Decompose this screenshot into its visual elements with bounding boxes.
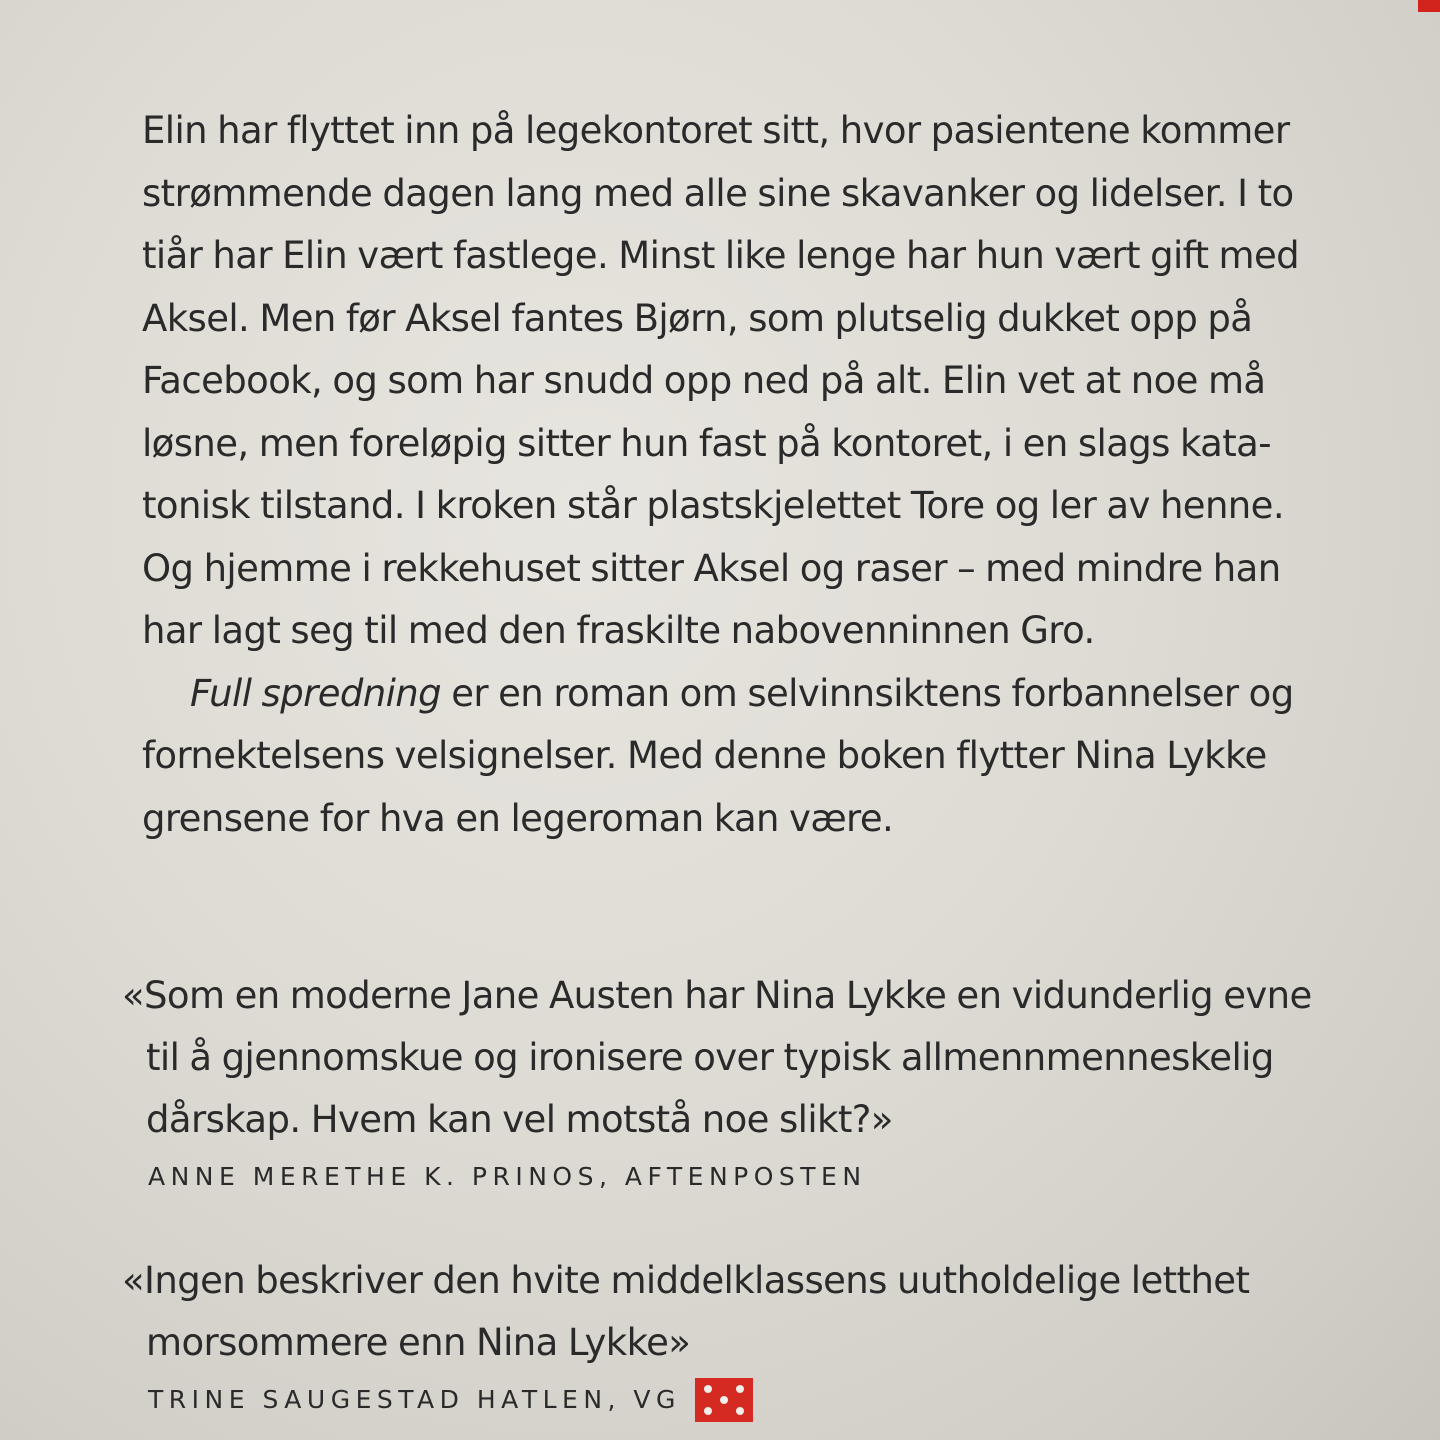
- quote-line: dårskap. Hvem kan vel motstå noe slikt?»: [146, 1098, 893, 1141]
- dice-five-rating-icon: [695, 1378, 753, 1422]
- dice-pip: [736, 1407, 744, 1415]
- dice-pip: [704, 1385, 712, 1393]
- quote-attribution: [122, 1157, 1352, 1197]
- synopsis-line: Facebook, og som har snudd opp ned på alt. Elin vet at noe må: [142, 359, 1266, 402]
- synopsis-line: tiår har Elin vært fastlege. Minst like lenge har hun vært gift med: [142, 234, 1300, 277]
- dice-pip: [704, 1407, 712, 1415]
- quote-line: til å gjennomskue og ironisere over typisk allmennmenneskelig: [146, 1036, 1274, 1079]
- synopsis: [142, 100, 1352, 850]
- quote-line: morsommere enn Nina Lykke»: [146, 1321, 691, 1364]
- dice-pip: [720, 1396, 728, 1404]
- attribution-text: TRINE SAUGESTAD HATLEN, VG: [148, 1385, 681, 1414]
- synopsis-line: har lagt seg til med den fraskilte nabovenninnen Gro.: [142, 609, 1095, 652]
- red-cover-edge: [1418, 0, 1440, 12]
- synopsis-line: løsne, men foreløpig sitter hun fast på kontoret, i en slags kata-: [142, 421, 1271, 465]
- quote-line: «Ingen beskriver den hvite middelklassens uutholdelige letthet: [122, 1259, 1250, 1302]
- synopsis-line: tonisk tilstand. I kroken står plastskjelettet Tore og ler av henne.: [142, 484, 1284, 527]
- attribution-text: ANNE MERETHE K. PRINOS, AFTENPOSTEN: [148, 1162, 867, 1191]
- quote-attribution: [122, 1380, 1352, 1420]
- quote-line: «Som en moderne Jane Austen har Nina Lykke en vidunderlig evne: [122, 974, 1312, 1017]
- review-quote-aftenposten: [122, 965, 1352, 1197]
- synopsis-text: er en roman om selvinnsiktens forbannelser og: [441, 671, 1294, 715]
- synopsis-line: Aksel. Men før Aksel fantes Bjørn, som plutselig dukket opp på: [142, 296, 1253, 340]
- synopsis-line: grensene for hva en legeroman kan være.: [142, 796, 894, 840]
- synopsis-line: fornektelsens velsignelser. Med denne boken flytter Nina Lykke: [142, 734, 1267, 777]
- review-quote-vg: [122, 1250, 1352, 1420]
- book-title: Full spredning: [190, 671, 442, 715]
- synopsis-line: strømmende dagen lang med alle sine skavanker og lidelser. I to: [142, 171, 1294, 215]
- dice-pip: [736, 1385, 744, 1393]
- synopsis-line: Elin har flyttet inn på legekontoret sitt, hvor pasientene kommer: [142, 109, 1290, 152]
- synopsis-line: Og hjemme i rekkehuset sitter Aksel og raser – med mindre han: [142, 546, 1281, 590]
- synopsis-line: [142, 663, 1352, 726]
